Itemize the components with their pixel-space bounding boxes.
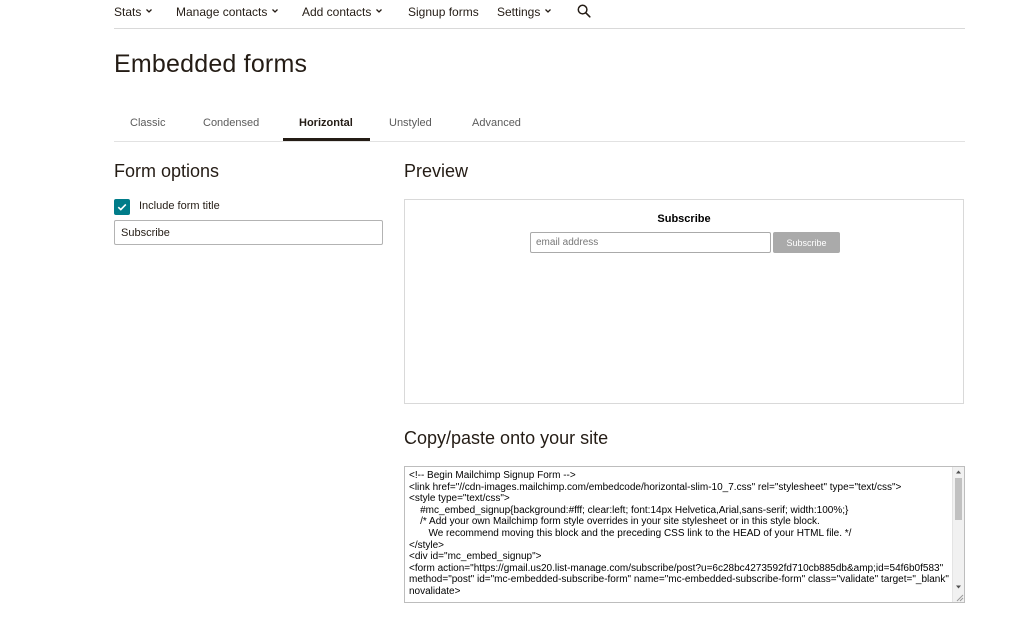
include-title-label: Include form title [139,200,220,212]
tab-horizontal[interactable]: Horizontal [299,117,353,129]
preview-title: Preview [404,161,469,181]
nav-stats-label: Stats [114,5,142,19]
tab-unstyled[interactable]: Unstyled [389,117,432,129]
tab-condensed[interactable]: Condensed [203,117,260,129]
subscribe-button[interactable]: Subscribe [773,232,840,253]
nav-signup-forms-label: Signup forms [408,5,479,19]
form-type-tabs [114,106,965,142]
chevron-down-icon [271,7,279,15]
chevron-down-icon [145,7,153,15]
search-icon[interactable] [577,4,591,18]
form-title-input[interactable] [114,220,383,245]
preview-panel [404,199,964,404]
chevron-down-icon [375,7,383,15]
embed-code-textarea[interactable] [404,466,965,603]
tab-advanced[interactable]: Advanced [472,117,521,129]
nav-signup-forms[interactable] [408,5,479,19]
nav-settings[interactable] [497,5,552,19]
resize-grip-icon[interactable] [954,592,964,602]
chevron-down-icon [544,7,552,15]
email-input[interactable] [530,232,771,253]
copy-paste-title: Copy/paste onto your site [404,428,609,448]
scroll-down-arrow-icon[interactable] [953,582,964,592]
nav-manage-contacts[interactable] [176,5,279,19]
active-tab-indicator [283,138,370,141]
nav-add-contacts[interactable] [302,5,383,19]
embed-code-text[interactable]: <!-- Begin Mailchimp Signup Form --> <link href="//cdn-images.mailchimp.com/embedcode/horizontal-slim-10_7.css" rel="stylesheet" type="text/css"> <style type="text/css"> #mc_embed_signup{background:#fff; clear:left; font:14px Helvetica,Arial,sans-serif; width:100%;} /* Add your own Mailchimp form style overrides in your site stylesheet or in this style block. We recommend moving this block and the preceding CSS link to the HEAD of your HTML file. */ </style> <div id="mc_embed_signup"> <form action="https://gmail.us20.list-manage.com/subscribe/post?u=6c28bc4273592fd710cb885db&amp;id=54f6b0f583" method="post" id="mc-embedded-subscribe-form" name="mc-embedded-subscribe-form" class="validate" target="_blank" novalidate> [409,470,949,597]
nav-add-contacts-label: Add contacts [302,5,372,19]
form-options-title: Form options [114,161,220,181]
code-scrollbar[interactable] [952,467,964,602]
check-icon [116,201,128,213]
nav-manage-contacts-label: Manage contacts [176,5,268,19]
preview-form-heading: Subscribe [657,213,711,225]
scroll-thumb[interactable] [955,478,962,520]
nav-settings-label: Settings [497,5,541,19]
include-title-checkbox[interactable] [114,199,130,215]
page-title: Embedded forms [114,50,308,78]
scroll-up-arrow-icon[interactable] [953,467,964,477]
nav-stats[interactable] [114,5,153,19]
top-nav [114,0,965,29]
tab-classic[interactable]: Classic [130,117,166,129]
